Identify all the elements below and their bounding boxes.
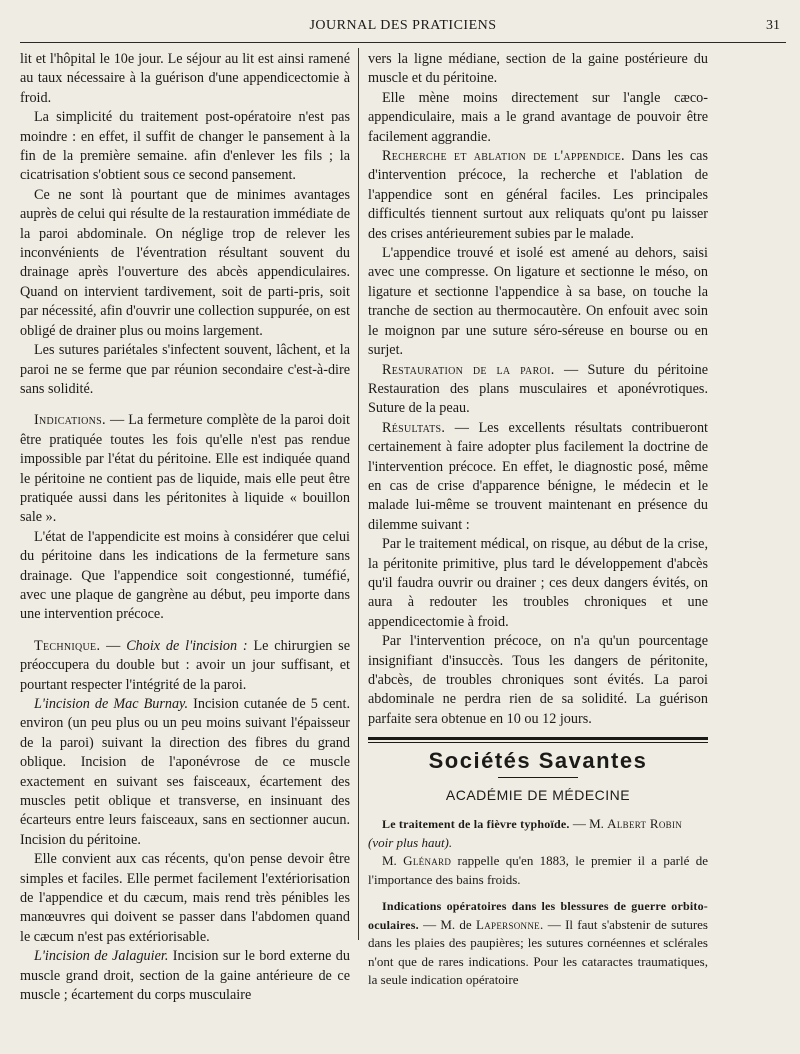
paragraph: L'appendice trouvé et isolé est amené au dehors, saisi avec une compresse. On ligature et sectionne le méso, on ligature et sectionne l'appendice à sa base, on touche la tranche de section au thermocautère. On enfouit avec soin le moignon par une suture séro-séreuse en bourse ou en surjet.	[368, 245, 708, 359]
paragraph-technique	[20, 637, 350, 695]
paragraph: Les sutures pariétales s'infectent souvent, lâchent, et la paroi ne se ferme que par réunion secondaire c'est-à-dire sans solidité.	[20, 342, 350, 397]
section-rule-thick	[368, 737, 708, 740]
paragraph-text: —	[100, 637, 127, 654]
italic-heading: L'incision de Mac Burnay.	[34, 696, 189, 712]
paragraph-resultats	[368, 419, 708, 535]
right-column	[368, 50, 708, 990]
societes-savantes-section	[368, 737, 708, 989]
page-number: 31	[766, 18, 780, 33]
paragraph: La simplicité du traitement post-opératoire n'est pas moindre : en effet, il suffit de changer le pansement à la fin de la première semaine. afin d'enlever les fils ; la cicatrisation s'obtient sous ce second pansement.	[20, 109, 350, 184]
running-head	[20, 12, 786, 43]
paragraph-text: — La fermeture complète de la paroi doit être pratiquée toutes les fois qu'elle n'est pas rendue impossible par l'état du péritoine. Elle est indiquée quand le péritoine ne contient pas de liquide, mais elle peut être pratiquée aussi dans les péritonites à liquide « bouillon sale ».	[20, 412, 350, 526]
run-in-heading: Technique.	[34, 637, 101, 654]
subsection-heading: ACADÉMIE DE MÉDECINE	[445, 786, 631, 803]
item-text: rappelle qu'en 1883, le premier il a parlé de l'importance des bains froids.	[368, 853, 708, 887]
paragraph: vers la ligne médiane, section de la gaine postérieure du muscle et du péritoine.	[368, 51, 708, 87]
paragraph: L'état de l'appendicite est moins à considérer que celui du péritoine dans les indications de la fermeture sans drainage. Que l'appendice soit congestionné, tuméfié, avec une plaque de gangrène au début, peu importe dans une intervention précoce.	[20, 528, 350, 623]
paragraph: lit et l'hôpital le 10e jour. Le séjour au lit est ainsi ramené au taux nécessaire à la guérison d'une appendicectomie à froid.	[20, 51, 350, 106]
section-heading: Sociétés Savantes	[428, 748, 648, 774]
paragraph-restauration	[368, 361, 708, 419]
paragraph-recherche	[368, 147, 708, 244]
paragraph-text: Incision cutanée de 5 cent. environ (un peu plus ou un peu moins suivant l'épaisseur de la paroi) suivant la direction des fibres du grand oblique. Incision de l'aponévrose de ce muscle exactement en suivant ses faisceaux, écartement des muscles petit oblique et transverse, en insinuant des écarteurs entre leurs faisceaux, sans en sectionner aucun. Incision du péritoine.	[20, 696, 351, 848]
section-rule-thin	[368, 742, 708, 743]
author-name: Lapersonne.	[476, 916, 544, 932]
paragraph-text: — Les excellents résultats contribueront certainement à faire adopter plus facilement la doctrine de l'intervention précoce. En effet, le diagnostic posé, même en cas de crise d'apparence bénigne, le médecin et le malade lui-même se trouvent maintenant en présence du dilemme suivant :	[368, 419, 708, 533]
column-divider	[358, 48, 359, 940]
academy-item-typhoid	[368, 815, 708, 852]
item-title: Le traitement de la fièvre typhoïde.	[382, 817, 570, 832]
run-in-heading: Indications.	[34, 412, 106, 429]
paragraph-text: Incision sur le bord externe du muscle grand droit, section de la gaine antérieure de ce muscle ; écartement du corps musculaire	[20, 948, 350, 1004]
academy-item-glenard: M. Glénard rappelle qu'en 1883, le premier il a parlé de l'importance des bains froids.	[368, 853, 708, 887]
run-in-heading: Résultats.	[382, 419, 446, 436]
left-column	[20, 50, 350, 1006]
item-title: Indications opératoires dans les blessures de guerre orbito-oculaires.	[368, 899, 708, 932]
author-name: Albert Robin	[607, 816, 683, 832]
run-in-heading: Restauration de la paroi.	[382, 361, 555, 378]
paragraph-text: Dans les cas d'intervention précoce, la recherche et l'ablation de l'appendice sont en général faciles. Les principales difficultés tiennent surtout aux reliquats qu'ont pu laisser des crises antérieurement subies par le malade.	[368, 148, 708, 242]
paragraph: Ce ne sont là pourtant que de minimes avantages auprès de celui qui résulte de la restauration immédiate de la paroi abdominale. On néglige trop de relever les inconvénients de l'éventration résultant souvent du drainage après l'ouverture des abcès appendiculaires. Quand on intervient tardivement, soit de parti-pris, soit par nécessité, afin d'ouvrir une collection suppurée, on est obligé de drainer plus ou moins largement.	[20, 186, 350, 339]
italic-heading: Choix de l'incision :	[126, 637, 248, 654]
paragraph-text: — Suture du péritoine Restauration des plans musculaires et aponévrotiques. Suture de la peau.	[368, 361, 709, 417]
paragraph-text: Le chirurgien se préoccupera du double but : avoir un jour suffisant, et pourtant respecter l'intégrité de la paroi.	[20, 637, 350, 693]
journal-title: JOURNAL DES PRATICIENS	[309, 18, 497, 33]
author-name: Glénard	[403, 853, 452, 869]
paragraph-jalaguier	[20, 947, 350, 1005]
paragraph-mac-burnay	[20, 695, 350, 850]
short-divider	[498, 777, 578, 778]
paragraph: Elle mène moins directement sur l'angle cæco-appendiculaire, mais a le grand avantage de pouvoir être facilement aggrandie.	[368, 89, 708, 145]
paragraph: Par le traitement médical, on risque, au début de la crise, la péritonite primitive, plus tard le développement d'abcès qu'il faudra ouvrir ou drainer ; ces deux dangers évités, on aura à redouter les troubles chroniques et une appendicectomie à froid.	[368, 536, 708, 630]
paragraph-indications	[20, 411, 350, 527]
item-reference: (voir plus haut).	[368, 834, 453, 850]
paragraph: Par l'intervention précoce, on n'a qu'un pourcentage insignifiant d'insuccès. Tous les dangers de péritonite, d'abcès, de troubles chroniques sont évités. La paroi abdominale ne perdra rien de sa solidité. La guérison parfaite sera obtenue en 10 ou 12 jours.	[368, 633, 708, 727]
item-text: — Il faut s'abstenir de sutures dans les plaies des paupières; les sutures cornéennes et sclérales n'ont que de rares indications. Pour les cataractes traumatiques, la seule indication opératoire	[368, 916, 708, 988]
italic-heading: L'incision de Jalaguier.	[34, 948, 169, 965]
paragraph: Elle convient aux cas récents, qu'on pense devoir être simples et faciles. Elle permet facilement l'extériorisation de l'appendice et du cæcum, mais rend très pénibles les manœuvres qui doivent se passer dans l'abdomen quand le cæcum n'est pas extériorisable.	[20, 851, 350, 945]
academy-item-orbito-ocular	[368, 897, 708, 990]
run-in-heading: Recherche et ablation de l'appendice.	[382, 148, 625, 165]
item-text: — M. de	[418, 916, 476, 932]
item-text: — M.	[569, 816, 608, 832]
